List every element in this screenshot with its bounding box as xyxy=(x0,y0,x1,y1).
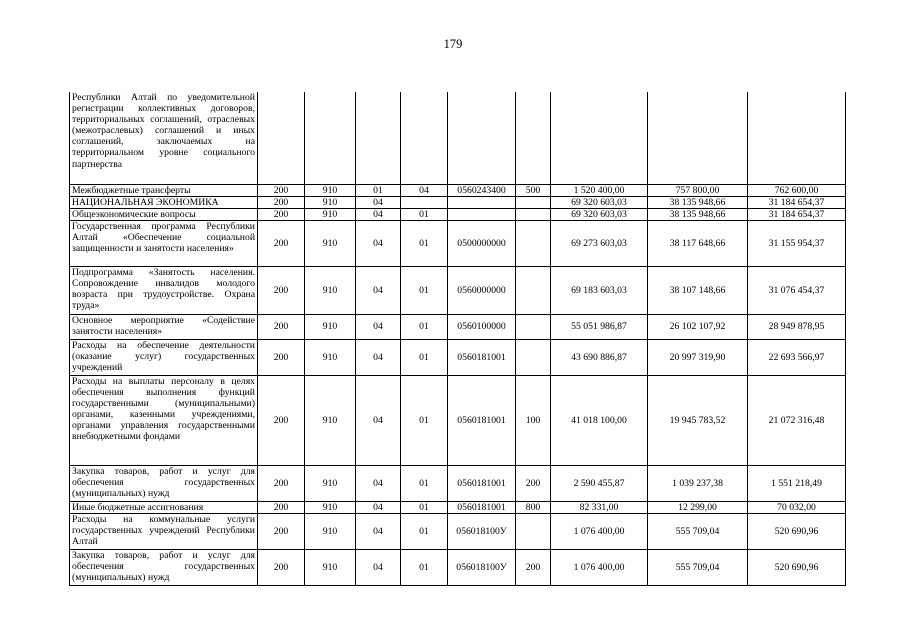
cell-amount-2 xyxy=(648,92,748,184)
cell-amount-2: 12 299,00 xyxy=(648,501,748,513)
cell-target-article: 0560181001 xyxy=(448,501,516,513)
cell-admin: 200 xyxy=(258,465,305,501)
cell-admin: 200 xyxy=(258,314,305,339)
budget-table xyxy=(69,92,846,586)
cell-section: 04 xyxy=(356,339,401,375)
cell-ministry: 910 xyxy=(305,513,356,549)
cell-subsection xyxy=(401,196,448,208)
cell-ministry: 910 xyxy=(305,375,356,465)
cell-section: 04 xyxy=(356,501,401,513)
cell-expense-type xyxy=(516,339,551,375)
cell-ministry: 910 xyxy=(305,549,356,585)
table-row xyxy=(70,220,846,266)
table-row xyxy=(70,208,846,220)
table-row xyxy=(70,549,846,585)
row-name: Подпрограмма «Занятость населения. Сопровождение инвалидов молодого возраста при трудоустройстве. Охрана труда» xyxy=(70,266,258,314)
cell-admin: 200 xyxy=(258,184,305,196)
cell-expense-type xyxy=(516,220,551,266)
cell-expense-type xyxy=(516,208,551,220)
row-name: Закупка товаров, работ и услуг для обеспечения государственных (муниципальных) нужд xyxy=(70,465,258,501)
cell-amount-1: 2 590 455,87 xyxy=(551,465,648,501)
table-row xyxy=(70,375,846,465)
cell-subsection: 01 xyxy=(401,339,448,375)
cell-subsection: 01 xyxy=(401,220,448,266)
cell-expense-type: 500 xyxy=(516,184,551,196)
cell-amount-1: 69 320 603,03 xyxy=(551,196,648,208)
cell-target-article: 056018100У xyxy=(448,513,516,549)
cell-amount-3: 28 949 878,95 xyxy=(748,314,846,339)
cell-section: 01 xyxy=(356,184,401,196)
cell-amount-3: 31 184 654,37 xyxy=(748,196,846,208)
cell-subsection: 01 xyxy=(401,465,448,501)
cell-expense-type: 800 xyxy=(516,501,551,513)
table-row xyxy=(70,339,846,375)
cell-subsection: 01 xyxy=(401,314,448,339)
cell-subsection: 01 xyxy=(401,208,448,220)
cell-amount-2: 757 800,00 xyxy=(648,184,748,196)
table-row xyxy=(70,513,846,549)
cell-ministry: 910 xyxy=(305,196,356,208)
cell-subsection: 01 xyxy=(401,549,448,585)
row-name: Межбюджетные трансферты xyxy=(70,184,258,196)
cell-target-article xyxy=(448,208,516,220)
cell-section: 04 xyxy=(356,549,401,585)
cell-amount-3: 520 690,96 xyxy=(748,549,846,585)
cell-section xyxy=(356,92,401,184)
row-name: Основное мероприятие «Содействие занятости населения» xyxy=(70,314,258,339)
cell-ministry: 910 xyxy=(305,339,356,375)
cell-expense-type: 200 xyxy=(516,549,551,585)
cell-amount-1: 1 520 400,00 xyxy=(551,184,648,196)
row-name: Расходы на коммунальные услуги государственных учреждений Республики Алтай xyxy=(70,513,258,549)
cell-target-article: 0560100000 xyxy=(448,314,516,339)
table-row xyxy=(70,314,846,339)
cell-amount-2: 38 135 948,66 xyxy=(648,196,748,208)
cell-amount-1: 69 320 603,03 xyxy=(551,208,648,220)
cell-amount-2: 1 039 237,38 xyxy=(648,465,748,501)
row-name: Государственная программа Республики Алтай «Обеспечение социальной защищенности и занятости населения» xyxy=(70,220,258,266)
cell-target-article: 0500000000 xyxy=(448,220,516,266)
cell-ministry: 910 xyxy=(305,266,356,314)
cell-target-article xyxy=(448,196,516,208)
cell-admin xyxy=(258,92,305,184)
cell-section: 04 xyxy=(356,196,401,208)
cell-target-article: 056018100У xyxy=(448,549,516,585)
cell-target-article xyxy=(448,92,516,184)
table-row xyxy=(70,266,846,314)
cell-admin: 200 xyxy=(258,513,305,549)
cell-expense-type xyxy=(516,513,551,549)
cell-expense-type xyxy=(516,314,551,339)
cell-amount-2: 555 709,04 xyxy=(648,513,748,549)
cell-amount-3 xyxy=(748,92,846,184)
cell-amount-3: 22 693 566,97 xyxy=(748,339,846,375)
cell-expense-type xyxy=(516,92,551,184)
cell-amount-3: 762 600,00 xyxy=(748,184,846,196)
cell-amount-2: 26 102 107,92 xyxy=(648,314,748,339)
cell-amount-3: 70 032,00 xyxy=(748,501,846,513)
cell-ministry: 910 xyxy=(305,314,356,339)
cell-admin: 200 xyxy=(258,266,305,314)
table-row xyxy=(70,184,846,196)
cell-amount-3: 31 184 654,37 xyxy=(748,208,846,220)
cell-ministry: 910 xyxy=(305,220,356,266)
cell-amount-2: 38 107 148,66 xyxy=(648,266,748,314)
table-row xyxy=(70,501,846,513)
cell-admin: 200 xyxy=(258,549,305,585)
cell-target-article: 0560243400 xyxy=(448,184,516,196)
cell-ministry: 910 xyxy=(305,184,356,196)
cell-subsection: 01 xyxy=(401,501,448,513)
cell-ministry: 910 xyxy=(305,208,356,220)
cell-amount-2: 38 117 648,66 xyxy=(648,220,748,266)
cell-subsection: 01 xyxy=(401,266,448,314)
cell-amount-1: 1 076 400,00 xyxy=(551,513,648,549)
cell-amount-3: 21 072 316,48 xyxy=(748,375,846,465)
cell-ministry xyxy=(305,92,356,184)
cell-section: 04 xyxy=(356,314,401,339)
cell-amount-1: 55 051 986,87 xyxy=(551,314,648,339)
row-name: Общеэкономические вопросы xyxy=(70,208,258,220)
cell-amount-1: 41 018 100,00 xyxy=(551,375,648,465)
cell-section: 04 xyxy=(356,266,401,314)
row-name: Расходы на обеспечение деятельности (оказание услуг) государственных учреждений xyxy=(70,339,258,375)
cell-amount-1: 69 183 603,03 xyxy=(551,266,648,314)
cell-amount-2: 19 945 783,52 xyxy=(648,375,748,465)
cell-amount-3: 31 076 454,37 xyxy=(748,266,846,314)
cell-section: 04 xyxy=(356,513,401,549)
cell-amount-1: 69 273 603,03 xyxy=(551,220,648,266)
cell-subsection xyxy=(401,92,448,184)
page-number: 179 xyxy=(443,37,463,51)
table-row xyxy=(70,196,846,208)
cell-target-article: 0560000000 xyxy=(448,266,516,314)
row-name: Закупка товаров, работ и услуг для обеспечения государственных (муниципальных) нужд xyxy=(70,549,258,585)
cell-admin: 200 xyxy=(258,501,305,513)
row-name: Республики Алтай по уведомительной регистрации коллективных договоров, территориальных соглашений, отраслевых (межотраслевых) соглашений и иных соглашений, заключаемых на территориальном уровне социального партнерства xyxy=(70,92,258,184)
cell-ministry: 910 xyxy=(305,465,356,501)
cell-admin: 200 xyxy=(258,208,305,220)
cell-ministry: 910 xyxy=(305,501,356,513)
cell-amount-3: 1 551 218,49 xyxy=(748,465,846,501)
table-row xyxy=(70,92,846,184)
cell-amount-1: 1 076 400,00 xyxy=(551,549,648,585)
cell-section: 04 xyxy=(356,220,401,266)
cell-amount-3: 31 155 954,37 xyxy=(748,220,846,266)
cell-admin: 200 xyxy=(258,220,305,266)
cell-expense-type xyxy=(516,266,551,314)
cell-amount-1: 43 690 886,87 xyxy=(551,339,648,375)
row-name: НАЦИОНАЛЬНАЯ ЭКОНОМИКА xyxy=(70,196,258,208)
cell-section: 04 xyxy=(356,208,401,220)
row-name: Расходы на выплаты персоналу в целях обеспечения выполнения функций государственными (муниципальными) органами, казенными учреждениями, органами управления государственными внебюджетными фондами xyxy=(70,375,258,465)
cell-target-article: 0560181001 xyxy=(448,339,516,375)
table-row xyxy=(70,465,846,501)
cell-section: 04 xyxy=(356,375,401,465)
cell-subsection: 01 xyxy=(401,375,448,465)
cell-target-article: 0560181001 xyxy=(448,465,516,501)
cell-amount-3: 520 690,96 xyxy=(748,513,846,549)
cell-expense-type xyxy=(516,196,551,208)
cell-admin: 200 xyxy=(258,196,305,208)
cell-subsection: 01 xyxy=(401,513,448,549)
cell-admin: 200 xyxy=(258,339,305,375)
cell-expense-type: 100 xyxy=(516,375,551,465)
cell-section: 04 xyxy=(356,465,401,501)
cell-amount-1: 82 331,00 xyxy=(551,501,648,513)
cell-amount-1 xyxy=(551,92,648,184)
cell-amount-2: 555 709,04 xyxy=(648,549,748,585)
cell-amount-2: 38 135 948,66 xyxy=(648,208,748,220)
cell-amount-2: 20 997 319,90 xyxy=(648,339,748,375)
cell-subsection: 04 xyxy=(401,184,448,196)
cell-expense-type: 200 xyxy=(516,465,551,501)
row-name: Иные бюджетные ассигнования xyxy=(70,501,258,513)
cell-admin: 200 xyxy=(258,375,305,465)
cell-target-article: 0560181001 xyxy=(448,375,516,465)
